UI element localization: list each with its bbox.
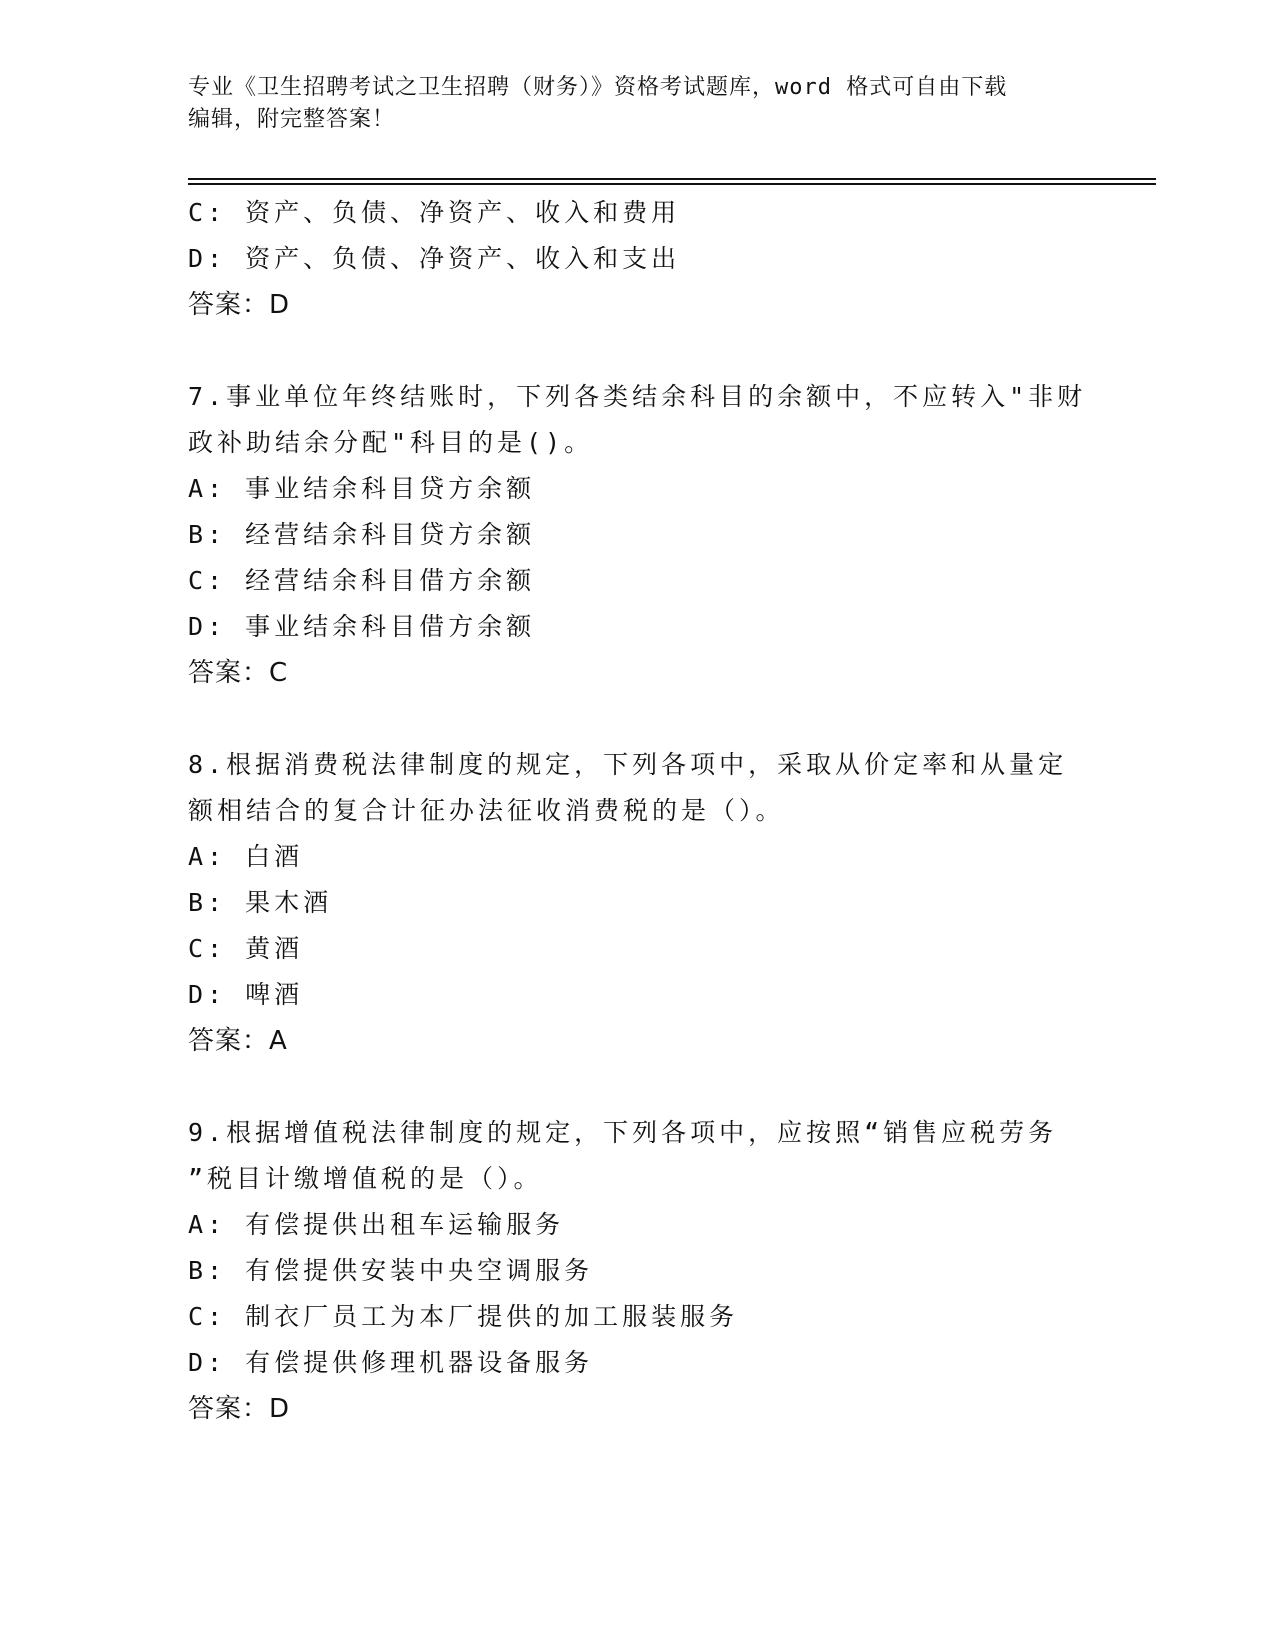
question-7 bbox=[188, 374, 1088, 696]
answer-line: 答案：D bbox=[188, 290, 291, 320]
header-divider-top bbox=[188, 178, 1156, 180]
option-c: C: 制衣厂员工为本厂提供的加工服装服务 bbox=[188, 1302, 739, 1331]
option-d: D: 资产、负债、净资产、收入和支出 bbox=[188, 244, 681, 273]
option-d: D: 有偿提供修理机器设备服务 bbox=[188, 1348, 594, 1377]
question-stem: 9.根据增值税法律制度的规定，下列各项中，应按照“销售应税劳务 bbox=[188, 1118, 1058, 1147]
previous-question-tail bbox=[188, 190, 1088, 328]
question-stem-continued: ”税目计缴增值税的是（）。 bbox=[188, 1164, 543, 1193]
option-d: D: 啤酒 bbox=[188, 980, 304, 1009]
option-d: D: 事业结余科目借方余额 bbox=[188, 612, 536, 641]
option-c: C: 黄酒 bbox=[188, 934, 304, 963]
answer-line: 答案：C bbox=[188, 658, 289, 688]
option-a: A: 有偿提供出租车运输服务 bbox=[188, 1210, 565, 1239]
question-stem-continued: 额相结合的复合计征办法征收消费税的是（）。 bbox=[188, 796, 785, 825]
option-c: C: 经营结余科目借方余额 bbox=[188, 566, 536, 595]
option-b: B: 有偿提供安装中央空调服务 bbox=[188, 1256, 594, 1285]
document-header bbox=[188, 72, 1068, 136]
document-body bbox=[188, 190, 1088, 1432]
question-8 bbox=[188, 742, 1088, 1064]
option-a: A: 白酒 bbox=[188, 842, 304, 871]
header-line-2: 编辑，附完整答案！ bbox=[188, 107, 396, 132]
option-b: B: 果木酒 bbox=[188, 888, 333, 917]
question-stem: 7.事业单位年终结账时，下列各类结余科目的余额中，不应转入"非财 bbox=[188, 382, 1087, 411]
option-b: B: 经营结余科目贷方余额 bbox=[188, 520, 536, 549]
header-line-1: 专业《卫生招聘考试之卫生招聘（财务）》资格考试题库，word 格式可自由下载 bbox=[188, 75, 1008, 100]
option-c: C: 资产、负债、净资产、收入和费用 bbox=[188, 198, 681, 227]
header-divider-bottom bbox=[188, 183, 1156, 185]
question-stem-continued: 政补助结余分配"科目的是()。 bbox=[188, 428, 594, 457]
answer-line: 答案：A bbox=[188, 1026, 288, 1056]
option-a: A: 事业结余科目贷方余额 bbox=[188, 474, 536, 503]
question-stem: 8.根据消费税法律制度的规定，下列各项中，采取从价定率和从量定 bbox=[188, 750, 1068, 779]
answer-line: 答案：D bbox=[188, 1394, 291, 1424]
question-9 bbox=[188, 1110, 1088, 1432]
